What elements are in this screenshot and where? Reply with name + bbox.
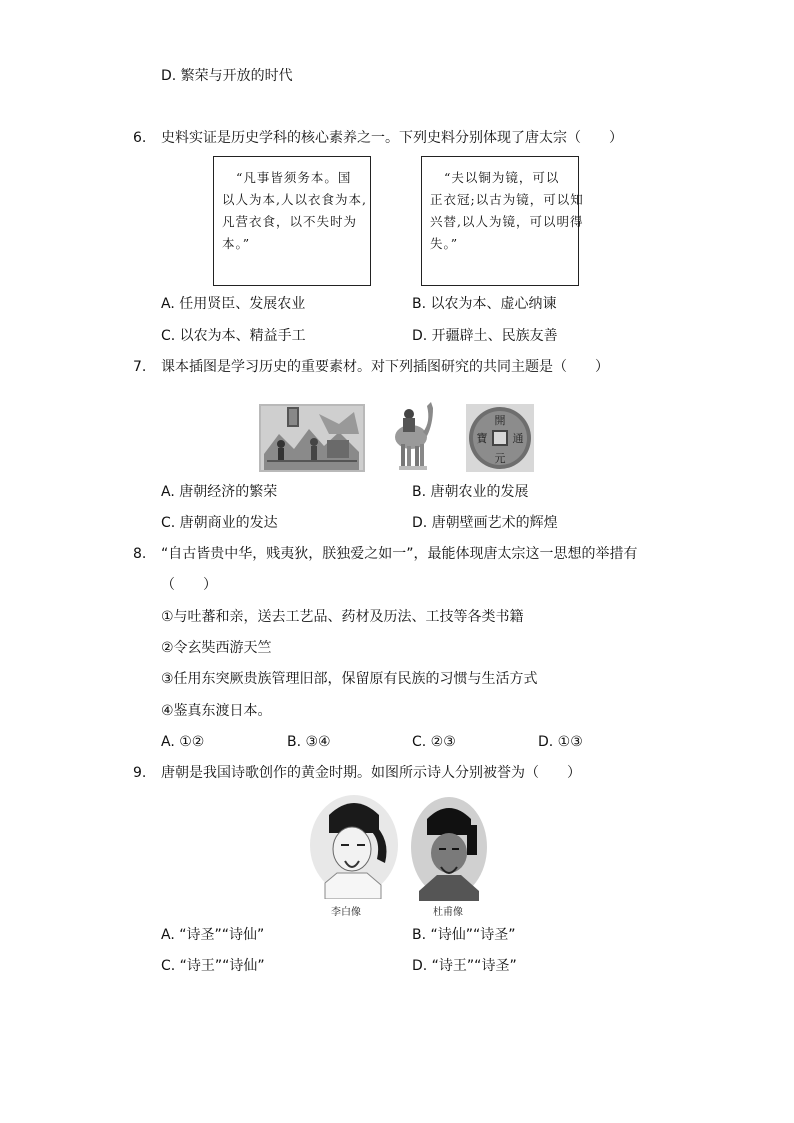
question-9-option-c[interactable]: C. “诗王”“诗仙” [161,958,265,974]
source-box-2-line: “夫以铜为镜，可以 [444,170,560,185]
question-6-option-a[interactable]: A. 任用贤臣、发展农业 [161,296,306,312]
question-8-stem: “自古皆贵中华，贱夷狄，朕独爱之如一”，最能体现唐太宗这一思想的举措有 [161,546,638,562]
question-9-stem: 唐朝是我国诗歌创作的黄金时期。如图所示诗人分别被誉为（ ） [161,765,581,781]
question-8-item-1: ①与吐蕃和亲，送去工艺品、药材及历法、工技等各类书籍 [161,609,524,625]
question-8-number: 8. [133,546,147,562]
du-fu-caption: 杜甫像 [433,907,463,918]
coin-char-bottom: 元 [494,452,506,465]
question-6-option-c[interactable]: C. 以农为本、精益手工 [161,328,306,344]
coin-char-left: 寶 [476,432,488,445]
mural-illustration [259,404,365,472]
question-6-option-b[interactable]: B. 以农为本、虚心纳谏 [412,296,557,312]
source-box-2-line: 兴替,以人为镜，可以明得 [430,214,584,229]
question-8-option-b[interactable]: B. ③④ [287,734,331,750]
camel-figurine-illustration [389,392,435,472]
question-6-number: 6. [133,130,147,146]
source-box-2-line: 失。” [430,236,459,251]
question-9-number: 9. [133,765,147,781]
question-8-item-2: ②令玄奘西游天竺 [161,640,272,656]
source-box-2 [421,156,584,286]
question-8-item-3: ③任用东突厥贵族管理旧部，保留原有民族的习惯与生活方式 [161,671,538,687]
source-box-1-line: 凡营衣食，以不失时为 [222,214,358,229]
question-8-option-a[interactable]: A. ①② [161,734,205,750]
question-7-stem: 课本插图是学习历史的重要素材。对下列插图研究的共同主题是（ ） [161,359,609,375]
option-d-previous: D. 繁荣与开放的时代 [161,68,293,84]
li-bai-portrait [307,793,401,899]
coin-char-top: 開 [494,414,506,427]
question-8-paren: （ ） [161,577,217,593]
source-box-2-line: 正衣冠;以古为镜，可以知 [430,192,584,207]
question-8-option-c[interactable]: C. ②③ [412,734,456,750]
source-box-1-line: “凡事皆须务本。国 [236,170,352,185]
coin-char-right: 通 [512,432,524,445]
source-box-1-line: 以人为本,人以衣食为本, [222,192,367,207]
question-9-option-b[interactable]: B. “诗仙”“诗圣” [412,927,516,943]
question-6-stem: 史料实证是历史学科的核心素养之一。下列史料分别体现了唐太宗（ ） [161,130,623,146]
question-7-number: 7. [133,359,147,375]
question-6-option-d[interactable]: D. 开疆辟土、民族友善 [412,328,558,344]
question-9-option-a[interactable]: A. “诗圣”“诗仙” [161,927,265,943]
question-7-option-d[interactable]: D. 唐朝壁画艺术的辉煌 [412,515,558,531]
question-8-item-4: ④鉴真东渡日本。 [161,703,272,719]
question-7-option-a[interactable]: A. 唐朝经济的繁荣 [161,484,278,500]
li-bai-caption: 李白像 [331,907,361,918]
question-7-option-c[interactable]: C. 唐朝商业的发达 [161,515,278,531]
du-fu-portrait [409,795,489,901]
source-box-1-line: 本。” [222,236,251,251]
question-7-option-b[interactable]: B. 唐朝农业的发展 [412,484,529,500]
kaiyuan-coin-illustration [466,404,534,472]
source-box-1 [213,156,371,286]
question-9-option-d[interactable]: D. “诗王”“诗圣” [412,958,517,974]
question-8-option-d[interactable]: D. ①③ [538,734,583,750]
